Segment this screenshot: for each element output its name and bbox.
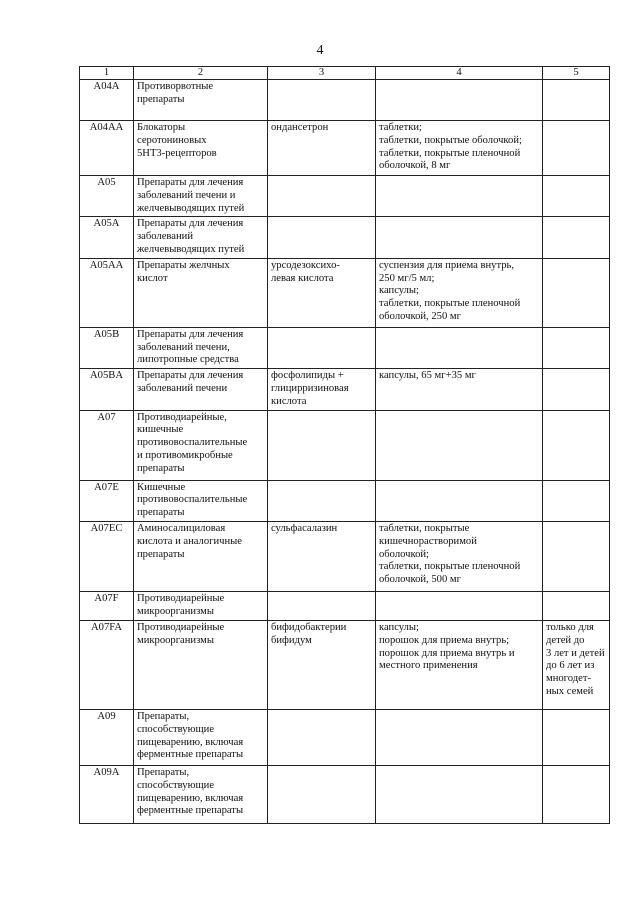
dosage-forms-cell-text: суспензия для приема внутрь, 250 мг/5 мл; капсулы; таблетки, покрытые пленочной оболочкой, 250 мг xyxy=(379,259,521,322)
substance-cell xyxy=(268,121,376,176)
group-name-cell xyxy=(134,327,268,368)
dosage-forms-cell xyxy=(376,620,543,709)
atc-code-cell xyxy=(80,217,134,258)
atc-code-cell-text: A07F xyxy=(94,592,119,604)
note-cell xyxy=(543,620,610,709)
substance-cell-text: урсодезоксихо- левая кислота xyxy=(271,259,340,284)
group-name-cell-text: Блокаторы серотониновых 5HT3-рецепторов xyxy=(137,122,217,159)
header-col-5: 5 xyxy=(543,67,610,80)
dosage-forms-cell xyxy=(376,521,543,591)
group-name-cell-text: Препараты для лечения заболеваний печени, липотропные средства xyxy=(137,328,244,366)
group-name-cell xyxy=(134,258,268,327)
substance-cell xyxy=(268,480,376,521)
atc-code-cell xyxy=(80,709,134,765)
atc-code-cell-text: A05BA xyxy=(90,370,123,382)
atc-code-cell-text: A05AA xyxy=(89,259,124,271)
substance-cell-text: ондансетрон xyxy=(271,122,329,133)
note-cell xyxy=(543,369,610,410)
dosage-forms-cell xyxy=(376,480,543,521)
note-cell xyxy=(543,176,610,217)
substance-cell xyxy=(268,217,376,258)
group-name-cell xyxy=(134,521,268,591)
group-name-cell xyxy=(134,410,268,480)
note-cell xyxy=(543,765,610,823)
group-name-cell-text: Препараты для лечения заболеваний печени и желчевыводящих путей xyxy=(137,177,245,214)
dosage-forms-cell xyxy=(376,80,543,121)
group-name-cell-text: Препараты для лечения заболеваний желчевыводящих путей xyxy=(137,218,245,255)
note-cell xyxy=(543,591,610,620)
header-row xyxy=(80,67,610,80)
group-name-cell xyxy=(134,765,268,823)
group-name-cell xyxy=(134,620,268,709)
dosage-forms-cell xyxy=(376,709,543,765)
group-name-cell xyxy=(134,591,268,620)
substance-cell-text: бифидобактерии бифидум xyxy=(271,621,347,646)
table-row xyxy=(80,480,610,521)
substance-cell xyxy=(268,620,376,709)
atc-code-cell xyxy=(80,620,134,709)
substance-cell xyxy=(268,521,376,591)
atc-code-cell xyxy=(80,121,134,176)
note-cell xyxy=(543,521,610,591)
group-name-cell xyxy=(134,480,268,521)
table-row xyxy=(80,121,610,176)
header-col-2: 2 xyxy=(134,67,268,80)
substance-cell xyxy=(268,369,376,410)
dosage-forms-cell xyxy=(376,258,543,327)
substance-cell xyxy=(268,410,376,480)
dosage-forms-cell-text: таблетки; таблетки, покрытые оболочкой; таблетки, покрытые пленочной оболочкой, 8 мг xyxy=(379,122,522,172)
group-name-cell-text: Кишечные противовоспалительные препараты xyxy=(137,481,248,519)
atc-code-cell xyxy=(80,80,134,121)
table-row xyxy=(80,765,610,823)
atc-code-cell xyxy=(80,591,134,620)
table-row xyxy=(80,217,610,258)
table-row xyxy=(80,521,610,591)
group-name-cell xyxy=(134,121,268,176)
atc-code-cell-text: A04AA xyxy=(89,122,124,133)
note-cell xyxy=(543,480,610,521)
dosage-forms-cell xyxy=(376,410,543,480)
table-row xyxy=(80,591,610,620)
table-row xyxy=(80,369,610,410)
table-row xyxy=(80,327,610,368)
atc-code-cell-text: A09 xyxy=(97,710,116,722)
group-name-cell-text: Противодиарейные микроорганизмы xyxy=(137,621,225,646)
atc-code-cell-text: A09A xyxy=(93,766,120,778)
header-col-4: 4 xyxy=(376,67,543,80)
dosage-forms-cell xyxy=(376,765,543,823)
table-row xyxy=(80,620,610,709)
atc-code-cell xyxy=(80,258,134,327)
group-name-cell-text: Аминосалициловая кислота и аналогичные препараты xyxy=(137,522,242,560)
atc-code-cell-text: A04A xyxy=(93,81,120,92)
note-cell xyxy=(543,121,610,176)
substance-cell xyxy=(268,591,376,620)
atc-code-cell-text: A05A xyxy=(93,218,120,230)
substance-cell-text: фосфолипиды + глицирризиновая кислота xyxy=(271,370,349,407)
atc-code-cell-text: A07EC xyxy=(90,522,123,534)
group-name-cell xyxy=(134,217,268,258)
group-name-cell-text: Противодиарейные микроорганизмы xyxy=(137,592,225,617)
group-name-cell-text: Препараты, способствующие пищеварению, включая ферментные препараты xyxy=(137,766,244,817)
atc-code-cell-text: A07E xyxy=(94,481,119,493)
atc-code-cell xyxy=(80,480,134,521)
atc-code-cell xyxy=(80,327,134,368)
dosage-forms-cell xyxy=(376,217,543,258)
header-col-3: 3 xyxy=(268,67,376,80)
atc-code-cell xyxy=(80,176,134,217)
substance-cell xyxy=(268,327,376,368)
header-col-1: 1 xyxy=(80,67,134,80)
atc-code-cell-text: A05 xyxy=(97,177,116,188)
atc-code-cell-text: A07FA xyxy=(91,621,122,633)
note-cell xyxy=(543,258,610,327)
dosage-forms-cell-text: капсулы, 65 мг+35 мг xyxy=(379,370,476,382)
substance-cell-text: сульфасалазин xyxy=(271,522,338,534)
group-name-cell-text: Противодиарейные, кишечные противовоспалительные и противомикробные препараты xyxy=(137,411,248,474)
table-row xyxy=(80,258,610,327)
group-name-cell-text: Противорвотные препараты xyxy=(137,81,214,105)
group-name-cell xyxy=(134,709,268,765)
table-row xyxy=(80,176,610,217)
dosage-forms-cell-text: капсулы; порошок для приема внутрь; порошок для приема внутрь и местного применения xyxy=(379,621,515,672)
atc-code-cell xyxy=(80,765,134,823)
drug-table xyxy=(79,66,610,824)
substance-cell xyxy=(268,709,376,765)
table-row xyxy=(80,80,610,121)
note-cell xyxy=(543,709,610,765)
note-cell xyxy=(543,217,610,258)
substance-cell xyxy=(268,176,376,217)
note-cell xyxy=(543,80,610,121)
atc-code-cell-text: A07 xyxy=(97,411,116,423)
table-row xyxy=(80,709,610,765)
dosage-forms-cell-text: таблетки, покрытые кишечнорастворимой оболочкой; таблетки, покрытые пленочной оболочкой, 500 мг xyxy=(379,522,521,586)
page-number: 4 xyxy=(316,43,324,58)
dosage-forms-cell xyxy=(376,176,543,217)
dosage-forms-cell xyxy=(376,121,543,176)
group-name-cell xyxy=(134,369,268,410)
group-name-cell-text: Препараты, способствующие пищеварению, включая ферментные препараты xyxy=(137,710,244,761)
dosage-forms-cell xyxy=(376,369,543,410)
table-row xyxy=(80,410,610,480)
group-name-cell xyxy=(134,80,268,121)
table-body xyxy=(80,80,610,824)
group-name-cell-text: Препараты желчных кислот xyxy=(137,259,230,284)
group-name-cell-text: Препараты для лечения заболеваний печени xyxy=(137,370,244,394)
atc-code-cell xyxy=(80,410,134,480)
substance-cell xyxy=(268,80,376,121)
dosage-forms-cell xyxy=(376,591,543,620)
note-cell xyxy=(543,327,610,368)
substance-cell xyxy=(268,765,376,823)
atc-code-cell xyxy=(80,369,134,410)
substance-cell xyxy=(268,258,376,327)
note-cell-text: только для детей до 3 лет и детей до 6 лет из многодет- ных семей xyxy=(546,621,605,697)
group-name-cell xyxy=(134,176,268,217)
dosage-forms-cell xyxy=(376,327,543,368)
note-cell xyxy=(543,410,610,480)
atc-code-cell-text: A05B xyxy=(93,328,120,340)
atc-code-cell xyxy=(80,521,134,591)
